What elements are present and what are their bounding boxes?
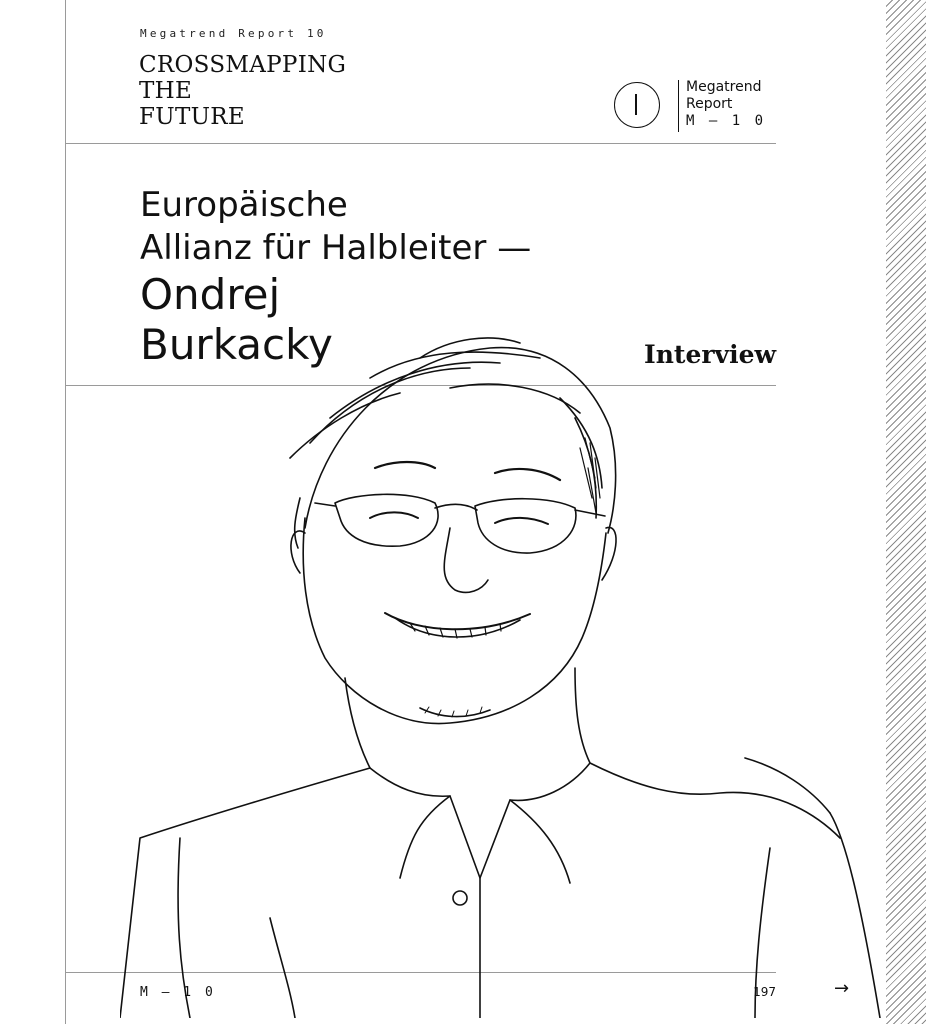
logo-line-2: Report xyxy=(686,96,733,112)
logo-line-3: M — 1 0 xyxy=(686,113,767,129)
headline-subtitle-line-1: Europäische xyxy=(140,185,348,225)
headline-subtitle-line-2: Allianz für Halbleiter — xyxy=(140,228,532,268)
circle-bar-icon xyxy=(614,82,660,128)
brand-title-line-1: CROSSMAPPING xyxy=(139,52,347,78)
headline-name-line-1: Ondrej xyxy=(140,270,281,319)
brand-title xyxy=(139,52,346,130)
logo-divider xyxy=(678,80,679,132)
footer-page-number: 197 xyxy=(753,985,776,999)
header-rule xyxy=(65,143,776,144)
sketch-glasses xyxy=(335,494,438,546)
sketch-face-outline xyxy=(303,518,606,724)
report-overline: Megatrend Report 10 xyxy=(140,27,327,40)
portrait-sketch xyxy=(120,318,890,1018)
logo-line-1: Megatrend xyxy=(686,79,762,95)
sketch-shoulders xyxy=(120,768,370,1018)
hatched-edge-strip xyxy=(886,0,926,1024)
brand-title-line-2: THE xyxy=(139,78,193,104)
left-margin-rule xyxy=(65,0,66,1024)
footer-issue-code: M — 1 0 xyxy=(140,985,216,1000)
arrow-right-icon[interactable]: → xyxy=(834,978,850,999)
article-type-tag: Interview xyxy=(644,340,776,369)
headline-name-line-2: Burkacky xyxy=(140,320,333,369)
sketch-collar xyxy=(370,763,590,883)
report-logo-text xyxy=(686,79,766,130)
brand-title-line-3: FUTURE xyxy=(139,104,245,130)
